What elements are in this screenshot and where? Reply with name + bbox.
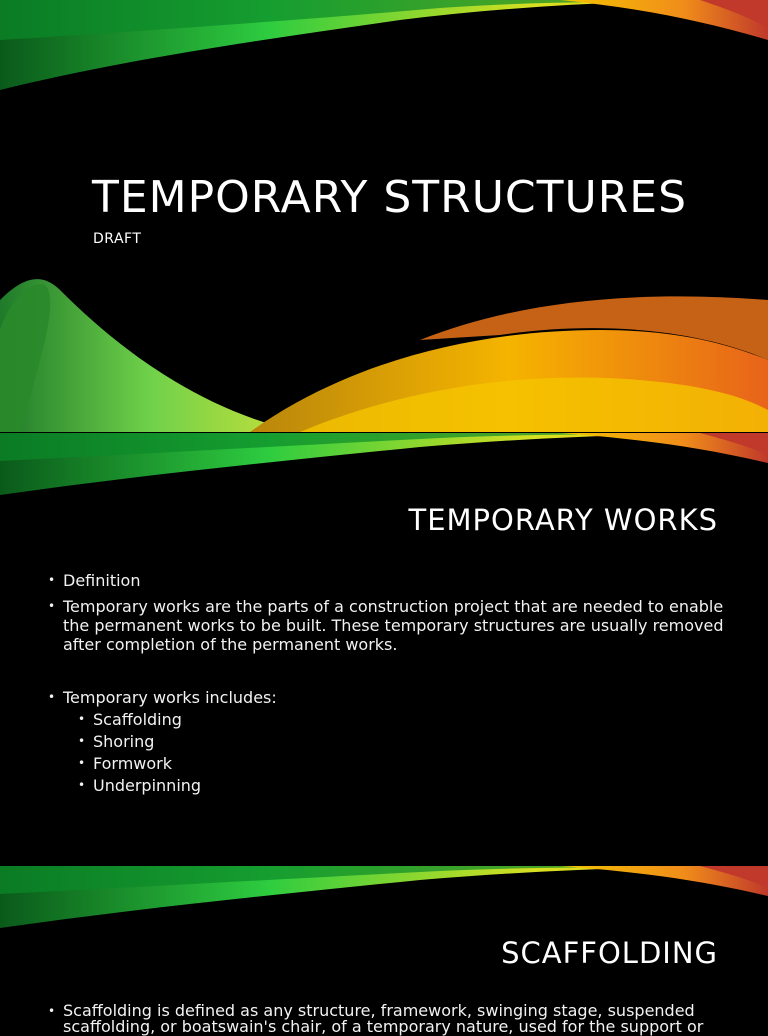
presentation-title: TEMPORARY STRUCTURES [92,172,688,223]
content-slide-scaffolding [0,866,768,1036]
sub-bullet-item: • Underpinning [78,776,728,795]
bullet-item: • Temporary works includes: [48,688,728,707]
title-slide [0,0,768,432]
swoosh-decoration [0,866,768,936]
presentation-subtitle: DRAFT [93,231,142,247]
sub-bullet-item: • Shoring [78,732,728,751]
bullet-item: • Definition [48,571,728,590]
sub-bullet-item: • Scaffolding [78,710,728,729]
bullet-item: • Temporary works are the parts of a construction project that are needed to enable the permanent works to be built. These temporary structures are usually removed after completion of the permanent works. [48,597,728,654]
sub-bullet-item: • Formwork [78,754,728,773]
bullet-list [48,571,728,795]
slide-heading: TEMPORARY WORKS [408,503,718,537]
bullet-list [48,1003,728,1035]
content-slide-temporary-works [0,433,768,865]
slide-heading: SCAFFOLDING [501,936,718,970]
bullet-item: • Scaffolding is defined as any structure, framework, swinging stage, suspended scaffolding, or boatswain's chair, of a temporary nature, used for the support or [48,1003,728,1035]
swoosh-decoration [0,433,768,503]
